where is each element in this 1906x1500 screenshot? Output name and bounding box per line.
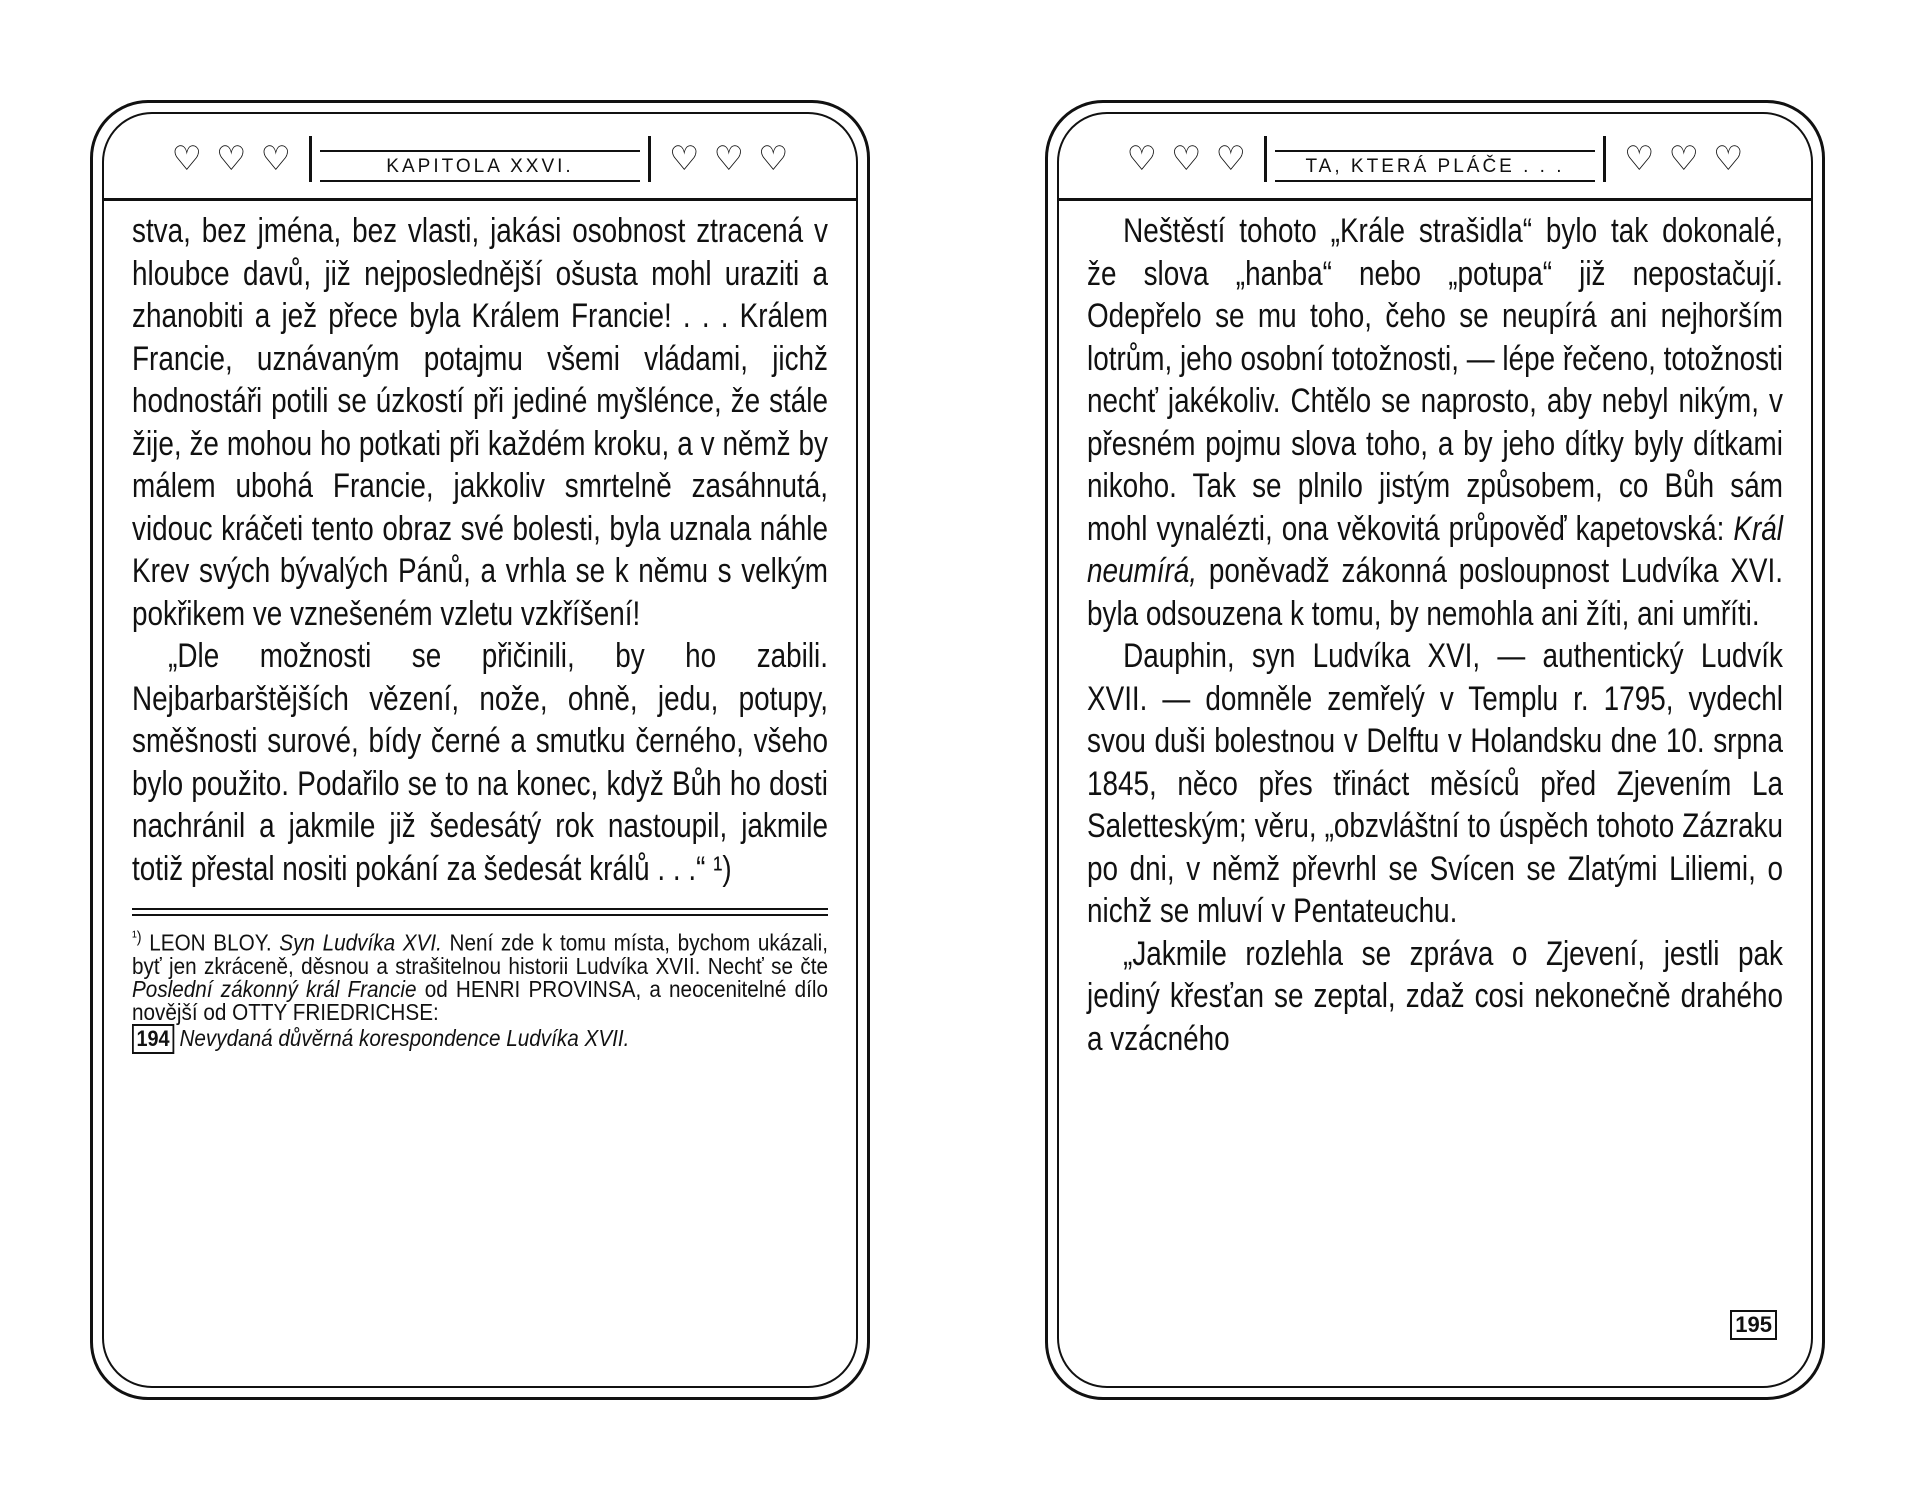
running-head-box bbox=[309, 136, 651, 182]
footnote-text: od HENRI PROVINSA, a neocenitelné dílo novější od OTTY FRIEDRICHSE: bbox=[132, 975, 828, 1025]
heart-icon: ♡ bbox=[1712, 139, 1744, 179]
heart-ornaments-left bbox=[171, 139, 291, 179]
footnote-rule bbox=[132, 908, 828, 916]
heart-icon: ♡ bbox=[713, 139, 744, 179]
heart-icon: ♡ bbox=[1215, 139, 1246, 179]
heart-icon: ♡ bbox=[1171, 139, 1202, 179]
paragraph-text: poněvadž zákonná posloupnost Ludvíka XVI. byla odsouzena k tomu, by nemohla ani žíti, ani umříti. bbox=[1087, 552, 1783, 633]
running-head: KAPITOLA XXVI. bbox=[320, 150, 640, 182]
heart-icon: ♡ bbox=[1668, 139, 1699, 179]
footnote-text: Není zde k tomu místa, bychom ukázali, byť jen zkráceně, děsnou a strašitelnou historii Ludvíka XVII. Nechť se čte bbox=[132, 929, 829, 979]
page-header bbox=[120, 128, 840, 190]
page-header bbox=[1075, 128, 1795, 190]
heart-icon: ♡ bbox=[1126, 139, 1158, 179]
running-head-box bbox=[1264, 136, 1606, 182]
footnote-title: Poslední zákonný král Francie bbox=[132, 975, 417, 1002]
header-rule bbox=[104, 198, 856, 201]
heart-icon: ♡ bbox=[1624, 139, 1655, 179]
page-number: 194 bbox=[132, 1024, 174, 1054]
paragraph: Dauphin, syn Ludvíka XVI, — authentický Ludvík XVII. — domněle zemřelý v Templu r. 1795, vydechl svou duši bolestnou v Delftu v Holandsku dne 10. srpna 1845, něco přes třináct měsíců před Zjevením La Saletteským; věru, „obzvláštní to úspěch tohoto Zázraku po dni, v němž převrhl se Svícen se Zlatými Liliemi, o nichž se mluví v Pentateuchu. bbox=[1087, 637, 1783, 930]
heart-icon: ♡ bbox=[669, 139, 700, 179]
running-head: TA, KTERÁ PLÁČE . . . bbox=[1275, 150, 1595, 182]
footnote-title: Nevydaná důvěrná korespondence Ludvíka XVII. bbox=[179, 1024, 630, 1051]
left-page bbox=[90, 100, 870, 1400]
header-rule bbox=[1059, 198, 1811, 201]
paragraph bbox=[1087, 210, 1783, 635]
paragraph-text: Neštěstí tohoto „Krále strašidla“ bylo tak dokonalé, že slova „hanba“ nebo „potupa“ již nepostačují. Odepřelo se mu toho, čeho se neupírá ani nejhorším lotrům, jeho osobní totožnosti, — lépe řečeno, totožnosti nechť jakékoliv. Chtělo se naprosto, aby nebyl nikým, v přesném pojmu slova toho, a by jeho dítky byly dítkami nikoho. Tak se plnilo jistým způsobem, co Bůh sám mohl vynalézti, ona věkovitá průpověď kapetovská: bbox=[1087, 212, 1783, 548]
right-page bbox=[1045, 100, 1825, 1400]
heart-ornaments-right bbox=[669, 139, 789, 179]
paragraph: „Jakmile rozlehla se zpráva o Zjevení, jestli pak jediný křesťan se zeptal, zdaž cosi nekonečně drahého a vzácného bbox=[1087, 934, 1783, 1058]
footnote-title: Syn Ludvíka XVI. bbox=[279, 929, 442, 956]
page-body bbox=[1087, 210, 1783, 1060]
heart-icon: ♡ bbox=[757, 139, 789, 179]
heart-ornaments-right bbox=[1624, 139, 1744, 179]
paragraph: „Dle možnosti se přičinili, by ho zabili. Nejbarbarštějších vězení, nože, ohně, jedu, potupy, směšnosti surové, bídy černé a smutku černého, všeho bylo použito. Podařilo se to na konec, když Bůh ho dosti nachránil a jakmile již šedesátý rok nastoupil, jakmile totiž přestal nositi pokání za šedesát králů . . .“ ¹) bbox=[132, 637, 828, 888]
page-body bbox=[132, 210, 828, 1054]
paragraph: stva, bez jména, bez vlasti, jakási osobnost ztracená v hloubce davů, již nejposlednější ošusta mohl uraziti a zhanobiti a jež přece byla Králem Francie! . . . Králem Francie, uznávaným potajmu všemi vládami, jichž hodnostáři potili se úzkostí při jediné myšlénce, že stále žije, že mohou ho potkati při každém kroku, a v němž by málem ubohá Francie, jakkoliv smrtelně zasáhnutá, vidouc kráčeti tento obraz své bolesti, byla uznala náhle Krev svých bývalých Pánů, a vrhla se k němu s velkým pokřikem ve vznešeném vzletu vzkříšení! bbox=[132, 212, 828, 633]
heart-icon: ♡ bbox=[171, 139, 203, 179]
footnote-mark: ¹) bbox=[132, 929, 142, 946]
motto: Král neumírá, bbox=[1087, 509, 1783, 590]
heart-icon: ♡ bbox=[260, 139, 291, 179]
footnote-author: LEON BLOY. bbox=[149, 929, 280, 956]
page-number: 195 bbox=[1730, 1310, 1777, 1340]
heart-ornaments-left bbox=[1126, 139, 1246, 179]
footnote bbox=[132, 926, 828, 1054]
heart-icon: ♡ bbox=[216, 139, 247, 179]
